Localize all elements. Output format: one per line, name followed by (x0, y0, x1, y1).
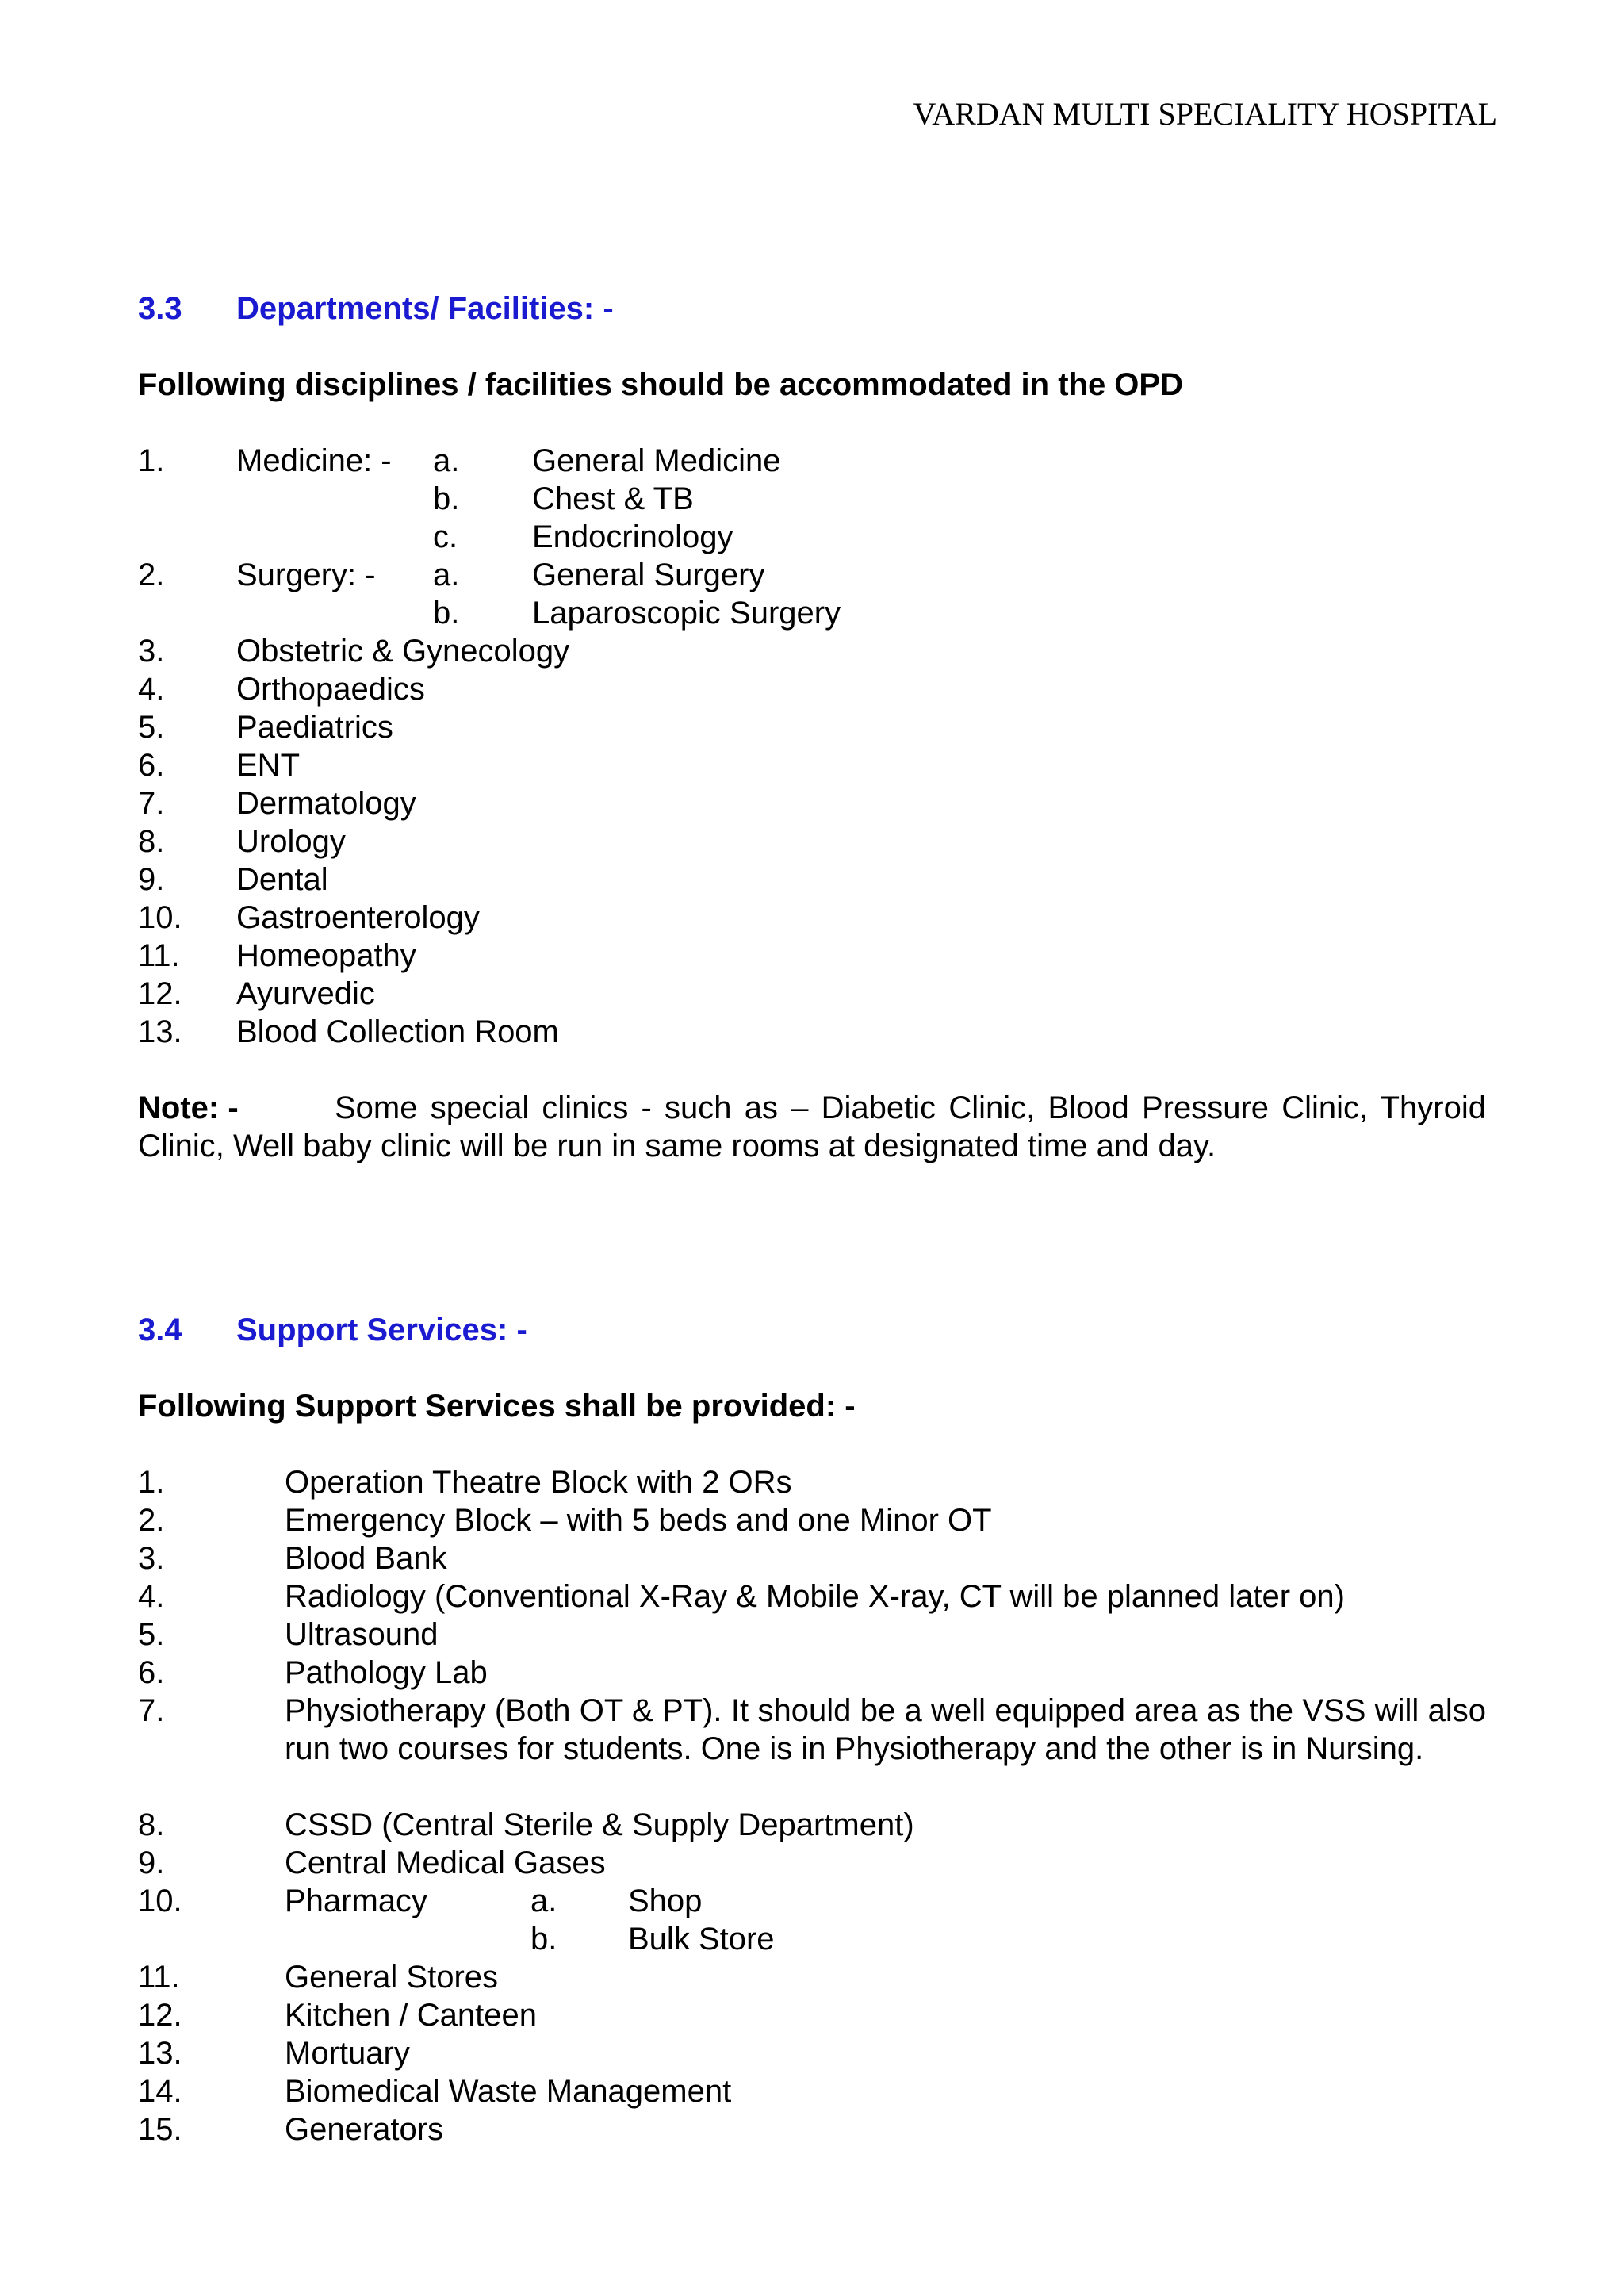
section-title: Departments/ Facilities: - (236, 291, 614, 326)
sub-text: Bulk Store (628, 1922, 775, 1957)
sub-text: General Surgery (532, 558, 765, 592)
item-label: Orthopaedics (236, 672, 425, 707)
document-header: VARDAN MULTI SPECIALITY HOSPITAL (913, 96, 1497, 132)
item-label: Dermatology (236, 786, 416, 821)
item-label: Gastroenterology (236, 900, 480, 935)
item-label: Mortuary (285, 2036, 410, 2071)
item-number: 15. (138, 2112, 182, 2147)
item-label: Kitchen / Canteen (285, 1998, 537, 2033)
note-text: Some special clinics - such as – Diabetic Clinic, Blood Pressure Clinic, Thyroid Clinic, Well baby clinic will be run in same rooms at designated time and day. (138, 1091, 1486, 1163)
item-number: 5. (138, 710, 165, 745)
sub-letter: c. (433, 519, 458, 554)
item-number: 5. (138, 1617, 165, 1652)
sub-text: Shop (628, 1884, 703, 1918)
item-number: 1. (138, 1465, 165, 1500)
item-number: 8. (138, 1807, 165, 1842)
item-label: Ultrasound (285, 1617, 439, 1652)
item-label: Homeopathy (236, 938, 416, 973)
item-label: Blood Collection Room (236, 1014, 559, 1049)
item-number: 14. (138, 2074, 182, 2109)
item-label: Surgery: - (236, 558, 376, 592)
item-number: 13. (138, 2036, 182, 2071)
item-label: General Stores (285, 1960, 499, 1995)
item-number: 6. (138, 1655, 165, 1690)
item-label: Ayurvedic (236, 976, 375, 1011)
note-label: Note: - (138, 1091, 239, 1125)
item-label: Operation Theatre Block with 2 ORs (285, 1465, 792, 1500)
item-number: 11. (138, 938, 180, 973)
intro-text: Following Support Services shall be provided: - (138, 1389, 856, 1424)
item-number: 2. (138, 558, 165, 592)
sub-text: Laparoscopic Surgery (532, 596, 841, 631)
item-number: 12. (138, 976, 182, 1011)
item-number: 7. (138, 1693, 165, 1728)
sub-letter: b. (433, 596, 460, 631)
item-label: Blood Bank (285, 1541, 447, 1576)
item-label: Radiology (Conventional X-Ray & Mobile X-ray, CT will be planned later on) (285, 1579, 1345, 1614)
sub-letter: a. (433, 443, 460, 478)
sub-text: General Medicine (532, 443, 781, 478)
item-number: 1. (138, 443, 165, 478)
item-label: Pharmacy (285, 1884, 428, 1918)
item-label: Biomedical Waste Management (285, 2074, 732, 2109)
item-label: CSSD (Central Sterile & Supply Department) (285, 1807, 914, 1842)
section-title: Support Services: - (236, 1313, 527, 1347)
item-number: 6. (138, 748, 165, 783)
item-label: Generators (285, 2112, 444, 2147)
sub-letter: b. (433, 481, 460, 516)
sub-text: Chest & TB (532, 481, 694, 516)
item-number: 11. (138, 1960, 180, 1995)
item-number: 2. (138, 1503, 165, 1538)
item-number: 9. (138, 1846, 165, 1880)
item-number: 4. (138, 1579, 165, 1614)
item-number: 7. (138, 786, 165, 821)
item-number: 10. (138, 900, 182, 935)
sub-letter: b. (530, 1922, 557, 1957)
item-number: 10. (138, 1884, 182, 1918)
item-label: Urology (236, 824, 346, 859)
item-number: 3. (138, 634, 165, 669)
item-label: Medicine: - (236, 443, 392, 478)
item-label: Pathology Lab (285, 1655, 488, 1690)
section-number: 3.4 (138, 1313, 182, 1347)
item-number: 4. (138, 672, 165, 707)
sub-letter: a. (530, 1884, 557, 1918)
item-label: Obstetric & Gynecology (236, 634, 570, 669)
section-number: 3.3 (138, 291, 182, 326)
list-item-wrapped-text: Physiotherapy (Both OT & PT). It should be a well equipped area as the VSS will also run two courses for students. One is in Physiotherapy and the other is in Nursing. (285, 1693, 1486, 1766)
item-label: Emergency Block – with 5 beds and one Minor OT (285, 1503, 992, 1538)
sub-letter: a. (433, 558, 460, 592)
item-label: Central Medical Gases (285, 1846, 606, 1880)
item-number: 13. (138, 1014, 182, 1049)
item-number: 12. (138, 1998, 182, 2033)
item-label: Paediatrics (236, 710, 393, 745)
item-number: 8. (138, 824, 165, 859)
item-number: 9. (138, 862, 165, 897)
item-label: ENT (236, 748, 300, 783)
item-label: Dental (236, 862, 328, 897)
note-paragraph (138, 1089, 1486, 1165)
sub-text: Endocrinology (532, 519, 733, 554)
item-number: 3. (138, 1541, 165, 1576)
intro-text: Following disciplines / facilities should be accommodated in the OPD (138, 367, 1183, 402)
